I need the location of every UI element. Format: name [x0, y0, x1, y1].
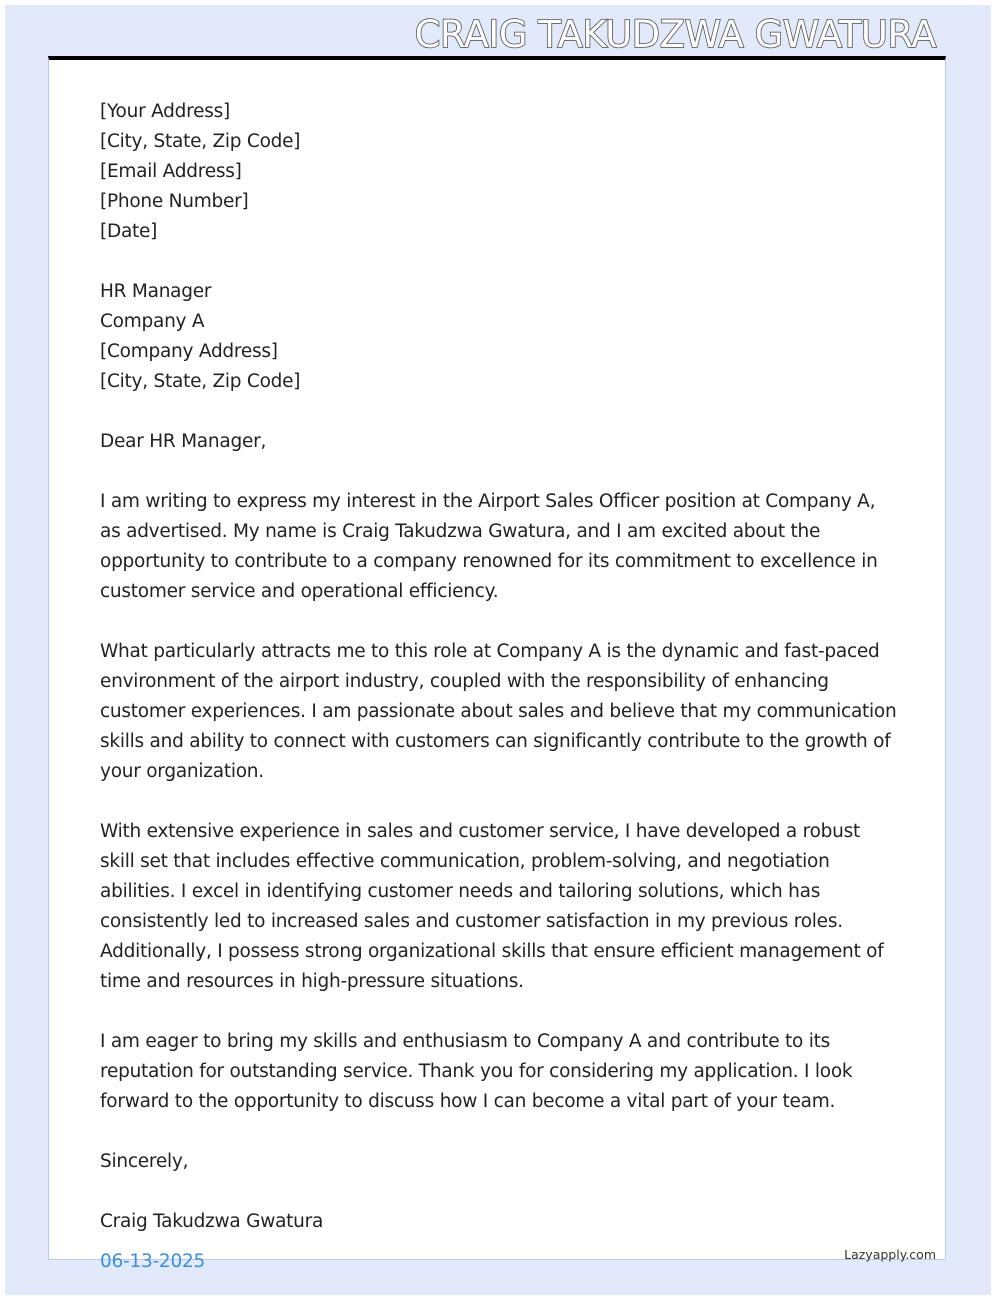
cover-letter-body — [100, 97, 900, 1237]
recipient-city-state-zip: [City, State, Zip Code] — [100, 371, 301, 392]
footer-date: 06-13-2025 — [100, 1251, 206, 1272]
applicant-name-header: CRAIG TAKUDZWA GWATURA — [414, 13, 936, 56]
sender-email: [Email Address] — [100, 161, 242, 182]
recipient-address: [Company Address] — [100, 341, 278, 362]
body-paragraph-1: I am writing to express my interest in the Airport Sales Officer position at Company A, as advertised. My name is Craig Takudzwa Gwatura, and I am excited about the opportunity to contribute to a company renowned for its commitment to excellence in customer service and operational efficiency. — [100, 491, 878, 602]
sender-phone: [Phone Number] — [100, 191, 249, 212]
body-paragraph-4: I am eager to bring my skills and enthusiasm to Company A and contribute to its reputation for outstanding service. Thank you for considering my application. I look forward to the opportunity to discuss how I can become a vital part of your team. — [100, 1031, 853, 1112]
body-paragraph-2: What particularly attracts me to this role at Company A is the dynamic and fast-paced environment of the airport industry, coupled with the responsibility of enhancing customer experiences. I am passionate about sales and believe that my communication skills and ability to connect with customers can significantly contribute to the growth of your organization. — [100, 641, 897, 782]
recipient-title: HR Manager — [100, 281, 212, 302]
sender-address: [Your Address] — [100, 101, 230, 122]
sender-block — [100, 97, 900, 247]
sender-city-state-zip: [City, State, Zip Code] — [100, 131, 301, 152]
signature-name: Craig Takudzwa Gwatura — [100, 1211, 324, 1232]
recipient-block — [100, 277, 900, 397]
closing: Sincerely, — [100, 1151, 189, 1172]
sender-date: [Date] — [100, 221, 158, 242]
watermark: Lazyapply.com — [844, 1247, 936, 1262]
recipient-company: Company A — [100, 311, 205, 332]
salutation: Dear HR Manager, — [100, 431, 267, 452]
body-paragraph-3: With extensive experience in sales and customer service, I have developed a robust skill set that includes effective communication, problem-solving, and negotiation abilities. I excel in identifying customer needs and tailoring solutions, which has consistently led to increased sales and customer satisfaction in my previous roles. Additionally, I possess strong organizational skills that ensure efficient management of time and resources in high-pressure situations. — [100, 821, 884, 992]
